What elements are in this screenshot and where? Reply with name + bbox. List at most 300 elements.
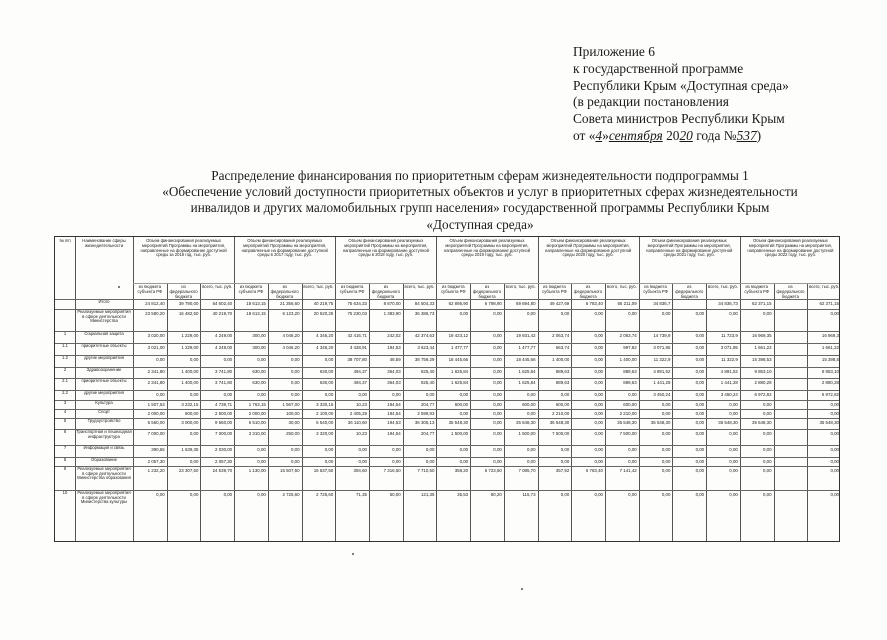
table-cell: 0,00 (257, 459, 266, 464)
table-cell: 0,00 (763, 459, 772, 464)
table-cell: 825,40 (420, 380, 435, 385)
table-cell: 4 346,20 (316, 333, 334, 338)
table-cell: 38 707,80 (347, 357, 367, 362)
row-divider (55, 457, 839, 458)
financing-table (54, 236, 840, 542)
table-cell: 11 322,9 (721, 357, 738, 362)
table-cell: 38 759,29 (414, 357, 435, 362)
table-cell: 0,00 (459, 459, 469, 464)
table-cell: 1 130,00 (248, 468, 266, 473)
table-cell: 2 063,74 (619, 333, 637, 338)
table-cell: 24 539,70 (212, 468, 233, 473)
table-cell: 6 510,00 (248, 420, 266, 425)
table-cell: 0,00 (594, 333, 603, 338)
table-cell: 3 450,24 (720, 392, 738, 397)
table-cell: 0,00 (594, 459, 603, 464)
table-cell: 36 305,13 (414, 420, 435, 425)
table-cell: 0,00 (594, 431, 603, 436)
row-sphere-name: Здравоохранение (86, 368, 122, 372)
table-cell: 0,00 (425, 447, 435, 452)
table-cell: 0,00 (661, 431, 671, 436)
table-cell: 6 783,40 (585, 301, 603, 306)
table-cell: 0,00 (594, 380, 603, 385)
table-cell: 2 100,00 (316, 411, 334, 416)
table-cell: 0,00 (392, 392, 401, 397)
table-cell: 35,53 (457, 492, 469, 497)
table-cell: 0,00 (425, 459, 435, 464)
table-cell: 6 972,82 (754, 392, 772, 397)
date-prefix: от « (573, 127, 596, 143)
table-cell: 1 661,22 (754, 345, 772, 350)
row-sphere-name: Социальная защита (84, 332, 124, 336)
table-cell: 0,00 (527, 411, 536, 416)
table-cell: 35 548,30 (752, 420, 772, 425)
table-cell: 0,00 (729, 447, 738, 452)
table-cell: 0,00 (189, 431, 199, 436)
table-cell: 7 141,42 (619, 468, 637, 473)
table-cell: 4 249,00 (215, 345, 233, 350)
table-cell: 36 110,60 (347, 420, 367, 425)
scan-speck (352, 553, 354, 555)
table-cell: 48,59 (389, 357, 401, 362)
table-cell: 1 500,00 (518, 431, 536, 436)
row-sphere-name: Трудоустройство (87, 419, 121, 423)
table-cell: 0,00 (729, 492, 738, 497)
title-line: «Обеспечение условий доступности приоритетных объектов и услуг в приоритетных сферах жизнедеятельности (162, 184, 798, 200)
column-divider (774, 283, 775, 541)
table-cell: 3 071,95 (653, 345, 671, 350)
table-cell: 1 441,28 (720, 380, 738, 385)
table-cell: 15 398,53 (752, 357, 772, 362)
table-cell: 8 870,00 (383, 301, 401, 306)
table-cell: 0,00 (291, 357, 300, 362)
row-divider (55, 343, 839, 344)
subcolumn-header: всего, тыс. руб. (303, 285, 334, 289)
year-group-header: Объем финансирования реализуемых мероприятий Программы на мероприятия, направленные на формирование доступной среды в 2018 году, тыс. руб. (342, 239, 429, 258)
table-cell: 0,00 (594, 345, 603, 350)
row-number: 1.2 (62, 356, 68, 360)
table-cell: 71,35 (355, 492, 367, 497)
row-divider (55, 378, 839, 379)
table-cell: 0,00 (594, 369, 603, 374)
table-cell: 0,00 (695, 411, 705, 416)
subcolumn-header: из бюджета субъекта РФ (542, 285, 567, 294)
table-cell: 56 211,09 (617, 301, 637, 306)
table-cell: 0,00 (695, 380, 705, 385)
table-cell: 204,77 (420, 431, 435, 436)
table-cell: 1 639,35 (181, 447, 199, 452)
table-cell: 2 405,29 (349, 411, 367, 416)
table-cell: 357,92 (555, 468, 570, 473)
table-cell: 0,00 (324, 447, 334, 452)
table-cell: 600,00 (623, 402, 637, 407)
table-cell: 0,00 (560, 459, 570, 464)
table-cell: 0,00 (291, 380, 300, 385)
row-sphere-name: Реализуемые мероприятия в сфере деятельности Министерства (77, 310, 131, 324)
table-cell: 0,00 (695, 357, 705, 362)
table-cell: 0,00 (560, 311, 570, 316)
table-cell: 11 723,9 (721, 333, 738, 338)
row-divider (55, 355, 839, 356)
table-cell: 889,63 (623, 380, 637, 385)
appendix-line: Республики Крым «Доступная среда» (573, 77, 789, 93)
table-cell: 3 741,80 (215, 380, 233, 385)
table-cell: 0,00 (763, 311, 772, 316)
table-cell: 30,00 (288, 420, 300, 425)
table-cell: 9 853,10 (821, 369, 839, 374)
table-cell: 0,00 (189, 459, 199, 464)
table-cell: 0,00 (628, 492, 637, 497)
row-number: 4 (63, 410, 67, 414)
table-cell: 11 322,9 (653, 357, 671, 362)
subcolumn-header: из бюджета субъекта РФ (744, 285, 769, 294)
appendix-line: (в редакции постановления (573, 94, 729, 110)
subcolumn-header: всего, тыс. руб. (202, 285, 233, 289)
table-cell: 35 548,30 (650, 420, 671, 425)
row-divider (55, 418, 839, 419)
row-sphere-name: другие мероприятия (84, 391, 124, 395)
table-cell: 6 723,50 (484, 468, 502, 473)
table-cell: 20 520,25 (313, 311, 334, 316)
table-cell: 194,53 (387, 345, 401, 350)
table-cell: 0,00 (695, 333, 705, 338)
table-cell: 9 853,10 (754, 369, 772, 374)
row-divider (55, 445, 839, 446)
table-cell: 2 599,83 (417, 411, 435, 416)
table-cell: 0,00 (661, 411, 671, 416)
table-cell: 4 249,00 (215, 333, 233, 338)
table-cell: 80,20 (490, 492, 502, 497)
row-sphere-name: Образование (91, 458, 117, 462)
table-cell: 6 972,82 (821, 392, 839, 397)
table-cell: 6 540,00 (316, 420, 334, 425)
table-cell: 23 580,20 (145, 311, 165, 316)
table-cell: 0,00 (493, 380, 502, 385)
table-cell: 34 836,7 (653, 301, 671, 306)
title-line: инвалидов и других маломобильных групп населения» государственной программы Республики Крым (190, 200, 770, 216)
table-cell: 0,00 (189, 392, 199, 397)
table-cell: 663,74 (555, 345, 570, 350)
table-cell: 69 694,80 (516, 301, 536, 306)
table-cell: 1 477,77 (518, 345, 536, 350)
row-sphere-name: Итого (98, 300, 110, 304)
table-cell: 0,00 (695, 459, 705, 464)
table-cell: 0,00 (661, 402, 671, 407)
row-number: 5 (63, 419, 67, 423)
year-group-header: Объем финансирования реализуемых мероприятий Программы на мероприятия, направленные на формирование доступной среды в 2017 году, тыс. руб. (241, 239, 328, 258)
table-cell: 0,00 (291, 459, 300, 464)
table-cell: 16 969,3 (821, 333, 839, 338)
row-number: 10 (62, 491, 68, 495)
table-cell: 3 021,00 (147, 345, 165, 350)
table-cell: 0,00 (527, 311, 536, 316)
row-divider (55, 490, 839, 491)
table-cell: 204,77 (420, 402, 435, 407)
table-cell: 0,00 (628, 459, 637, 464)
subcolumn-header: всего, тыс. руб. (707, 285, 738, 289)
table-cell: 0,00 (830, 402, 839, 407)
table-cell: 1 400,00 (181, 380, 199, 385)
table-cell: 0,00 (459, 311, 469, 316)
table-cell: 2 341,80 (147, 380, 165, 385)
row-sphere-name: Реализуемые мероприятия в сфере деятельности Министерства культуры (77, 491, 131, 505)
table-cell: 0,00 (763, 402, 772, 407)
table-cell: 6 783,40 (585, 468, 603, 473)
table-cell: 19 931,42 (516, 333, 536, 338)
header-divider (133, 283, 839, 284)
table-cell: 2 000,00 (248, 411, 266, 416)
scan-speck (118, 286, 120, 288)
row-sphere-name: другие мероприятия (84, 356, 124, 360)
table-cell: 7 500,00 (619, 431, 637, 436)
table-cell: 4 046,20 (282, 333, 300, 338)
year-suffix: года № (692, 127, 737, 143)
row-divider (55, 390, 839, 391)
appendix-header (573, 44, 873, 145)
row-divider (55, 309, 839, 310)
table-cell: 0,00 (156, 492, 165, 497)
table-cell: 0,00 (459, 447, 469, 452)
row-number: 2.1 (62, 379, 68, 383)
table-cell: 0,00 (695, 492, 705, 497)
table-cell: 0,00 (493, 420, 502, 425)
table-cell: 0,00 (695, 311, 705, 316)
year-group-header: Объем финансирования реализуемых мероприятий Программы на мероприятия, направленные на формирование доступной среды 2019 году, тыс. руб. (443, 239, 531, 258)
table-cell: 6 123,20 (282, 311, 300, 316)
table-cell: 42 416,71 (347, 333, 367, 338)
table-cell: 1 477,77 (451, 345, 469, 350)
row-sphere-name: приоритетные объекты (81, 344, 127, 348)
table-cell: 1 661,22 (821, 345, 839, 350)
table-cell: 3 330,15 (316, 402, 334, 407)
table-cell: 35 548,30 (718, 420, 738, 425)
table-cell: 194,54 (387, 402, 401, 407)
table-cell: 825,40 (420, 369, 435, 374)
subcolumn-header: из федерального бюджета (169, 285, 198, 299)
table-cell: 1 625,84 (451, 369, 469, 374)
table-cell: 0,00 (223, 492, 233, 497)
table-cell: 0,00 (830, 447, 839, 452)
table-cell: 121,35 (420, 492, 435, 497)
row-sphere-name: Информация и связь (83, 446, 125, 450)
table-cell: 2 057,30 (147, 459, 165, 464)
subcolumn-header: из федерального бюджета (776, 285, 805, 299)
subcolumn-header: из бюджета субъекта РФ (238, 285, 264, 294)
table-cell: 84 504,33 (414, 301, 435, 306)
table-cell: 0,00 (628, 311, 637, 316)
table-cell: 1 441,28 (653, 380, 671, 385)
row-number: 9 (63, 467, 67, 471)
table-cell: 2 880,28 (754, 380, 772, 385)
table-cell: 9 560,00 (215, 420, 233, 425)
row-number: 1.1 (62, 344, 68, 348)
table-cell: 997,82 (623, 345, 637, 350)
row-sphere-name: Спорт (98, 410, 110, 414)
table-cell: 10,23 (355, 402, 367, 407)
subcolumn-header: всего, тыс. руб. (606, 285, 637, 289)
row-divider (55, 429, 839, 430)
table-cell: 14 739,9 (653, 333, 671, 338)
table-cell: 1 383,90 (383, 311, 401, 316)
table-cell: 0,00 (695, 420, 705, 425)
table-cell: 0,00 (763, 447, 772, 452)
table-cell: 600,00 (522, 402, 536, 407)
table-cell: 100,00 (286, 411, 300, 416)
table-cell: 16 637,50 (313, 468, 334, 473)
table-cell: 64 602,40 (212, 301, 233, 306)
handwritten-day: 4 (595, 127, 603, 143)
table-cell: 115,73 (522, 492, 536, 497)
table-cell: 0,00 (661, 492, 671, 497)
table-cell: 4 346,20 (316, 345, 334, 350)
table-cell: 75 230,03 (347, 311, 367, 316)
table-cell: 630,00 (319, 369, 334, 374)
table-cell: 0,00 (830, 431, 839, 436)
row-divider (55, 367, 839, 368)
table-cell: 16 969,35 (752, 333, 772, 338)
subcolumn-header: из федерального бюджета (270, 285, 299, 299)
table-cell: 34 836,73 (718, 301, 738, 306)
subcolumn-header: из федерального бюджета (472, 285, 502, 299)
table-cell: 35 548,30 (617, 420, 637, 425)
table-cell: 630,00 (252, 380, 266, 385)
row-sphere-name: Культура (95, 401, 113, 405)
col-sphere-header: Наименование сферы жизнедеятельности (82, 239, 126, 248)
table-cell: 3 310,00 (248, 431, 266, 436)
handwritten-number: 537 (736, 127, 757, 143)
table-cell: 6 560,00 (147, 420, 165, 425)
table-cell: 1 229,00 (181, 345, 199, 350)
table-cell: 4 891,52 (720, 369, 738, 374)
table-cell: 494,37 (353, 380, 367, 385)
table-cell: 0,00 (493, 402, 502, 407)
table-cell: 0,00 (189, 357, 199, 362)
table-cell: 2 030,00 (215, 447, 233, 452)
table-cell: 0,00 (291, 447, 300, 452)
table-cell: 600,00 (454, 402, 469, 407)
table-cell: 0,00 (830, 411, 839, 416)
table-cell: 1 400,00 (619, 357, 637, 362)
table-cell: 3 623,44 (417, 345, 435, 350)
table-cell: 0,00 (156, 357, 165, 362)
table-cell: 42 374,63 (414, 333, 435, 338)
date-day-suffix: » (602, 127, 609, 143)
table-cell: 0,00 (830, 459, 839, 464)
table-cell: 889,63 (623, 369, 637, 374)
handwritten-year: 20 (679, 127, 693, 143)
table-cell: 0,00 (661, 459, 671, 464)
table-cell: 0,00 (156, 392, 165, 397)
table-cell: 0,00 (594, 402, 603, 407)
table-cell: 0,00 (695, 369, 705, 374)
title-line: «Доступная среда» (426, 216, 534, 232)
table-cell: 0,00 (594, 392, 603, 397)
table-cell: 75 634,33 (347, 301, 367, 306)
table-cell: 300,00 (252, 345, 266, 350)
table-cell: 390,65 (151, 447, 165, 452)
handwritten-month: сентября (608, 127, 663, 143)
table-cell: 10,23 (355, 431, 367, 436)
table-cell: 0,00 (695, 468, 705, 473)
table-cell: 0,00 (830, 468, 839, 473)
table-cell: 0,00 (594, 411, 603, 416)
table-cell: 394,60 (353, 468, 367, 473)
table-cell: 0,00 (493, 431, 502, 436)
table-cell: 0,00 (493, 447, 502, 452)
row-divider (55, 466, 839, 467)
table-cell: 0,00 (493, 411, 502, 416)
table-cell: 1 507,53 (147, 402, 165, 407)
table-cell: 0,00 (527, 459, 536, 464)
col-no-header: № п/п (59, 239, 71, 243)
subcolumn-header: всего, тыс. руб. (505, 285, 536, 289)
table-cell: 889,63 (555, 369, 570, 374)
table-cell: 7 085,70 (518, 468, 536, 473)
table-cell: 1 625,84 (518, 380, 536, 385)
table-cell: 50,00 (389, 492, 401, 497)
year-group-header: Объем финансирования реализуемых мероприятий Программы на мероприятия, направленные на формирование доступной среды 2022 году, тыс. руб. (747, 239, 834, 258)
table-cell: 0,00 (560, 492, 570, 497)
row-number: 8 (63, 458, 67, 462)
table-cell: 0,00 (257, 492, 266, 497)
table-cell: 194,54 (387, 431, 401, 436)
table-cell: 3 320,00 (316, 431, 334, 436)
table-cell: 889,63 (555, 380, 570, 385)
table-cell: 3 450,24 (653, 392, 671, 397)
year-prefix: 20 (662, 127, 680, 143)
table-cell: 1 229,00 (181, 333, 199, 338)
subcolumn-header: из федерального бюджета (675, 285, 704, 299)
table-cell: 35 548,30 (549, 420, 570, 425)
table-cell: 3 232,15 (181, 402, 199, 407)
table-cell: 23 307,50 (178, 468, 199, 473)
table-cell: 35 548,30 (819, 420, 839, 425)
table-cell: 7 710,50 (417, 468, 435, 473)
table-cell: 0,00 (459, 411, 469, 416)
row-number: 2.2 (62, 391, 68, 395)
table-cell: 0,00 (628, 447, 637, 452)
table-cell: 1 567,00 (282, 402, 300, 407)
table-cell: 21 356,60 (280, 301, 300, 306)
table-cell: 630,00 (319, 380, 334, 385)
scan-speck (521, 588, 523, 590)
table-cell: 49 427,69 (549, 301, 570, 306)
table-cell: 0,00 (358, 392, 367, 397)
table-cell: 2 210,00 (619, 411, 637, 416)
table-cell: 364,03 (387, 380, 401, 385)
table-cell: 0,00 (729, 459, 738, 464)
table-cell: 1 232,20 (147, 468, 165, 473)
appendix-date-line (573, 128, 873, 145)
table-cell: 0,00 (493, 345, 502, 350)
table-cell: 1 500,00 (451, 431, 469, 436)
row-sphere-name: Транспортная и пешеходная инфраструктура (76, 430, 132, 439)
table-cell: 62 371,15 (752, 301, 772, 306)
row-divider (55, 409, 839, 410)
table-cell: 1 763,15 (248, 402, 266, 407)
table-cell: 2 000,00 (147, 411, 165, 416)
table-cell: 18 613,15 (246, 311, 266, 316)
table-cell: 18 445,66 (448, 357, 469, 362)
appendix-line: к государственной программе (573, 60, 744, 76)
table-cell: 0,00 (223, 357, 233, 362)
table-cell: 0,00 (560, 447, 570, 452)
row-divider (55, 400, 839, 401)
table-cell: 194,53 (387, 420, 401, 425)
table-cell: 0,00 (695, 392, 705, 397)
table-cell: 0,00 (695, 431, 705, 436)
table-cell: 0,00 (358, 459, 367, 464)
